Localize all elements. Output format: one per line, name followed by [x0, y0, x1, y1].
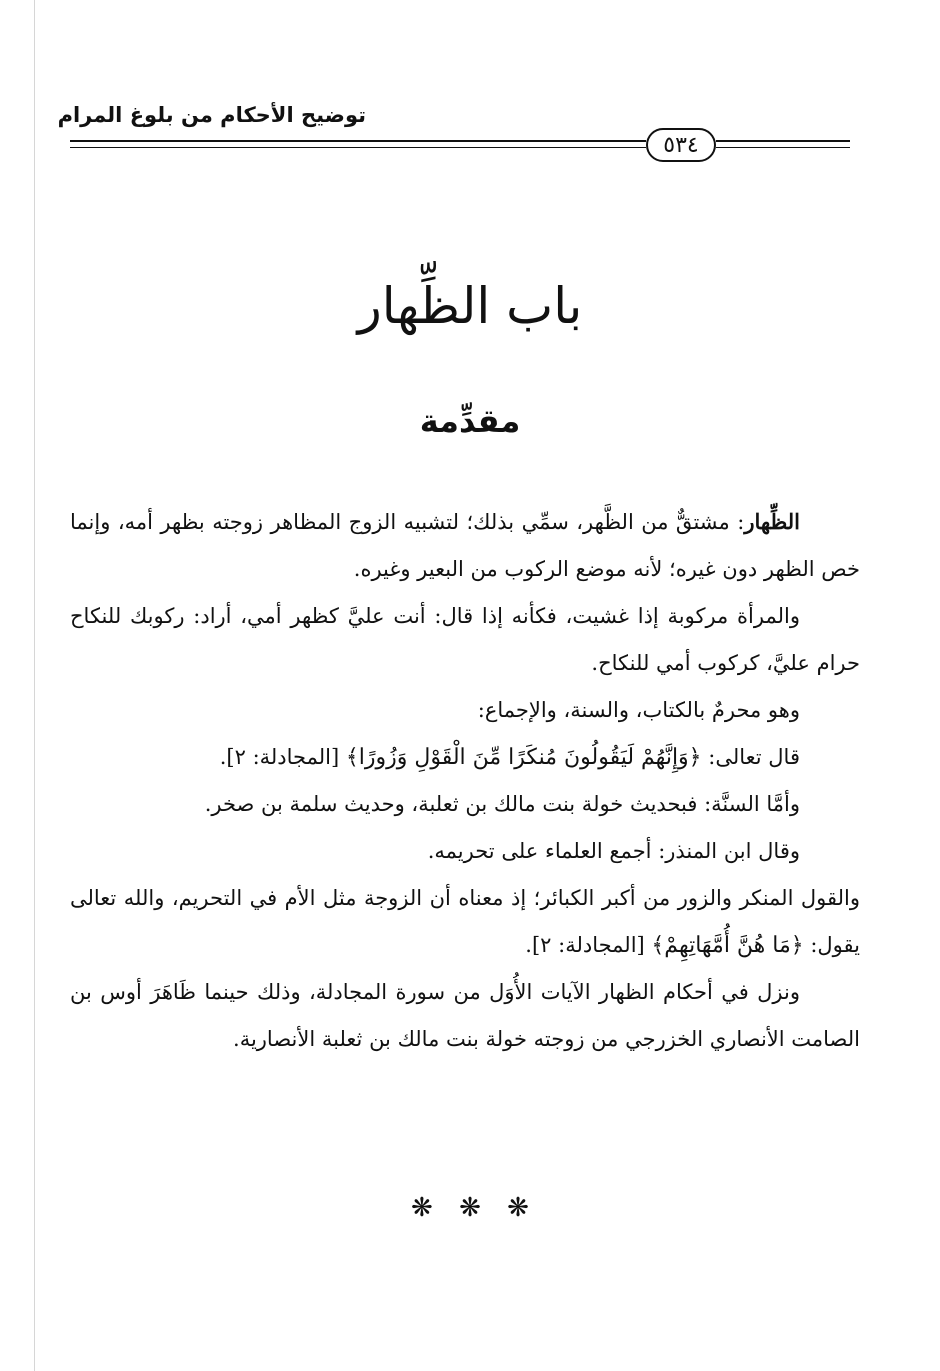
body-text: [70, 498, 860, 1063]
section-separator-stars: ❋ ❋ ❋: [411, 1193, 529, 1223]
paragraph-text: وأمَّا السنَّة: فبحديث خولة بنت مالك بن ثعلبة، وحديث سلمة بن صخر.: [204, 792, 800, 816]
paragraph: [70, 687, 860, 734]
scan-edge-line: [34, 0, 35, 1371]
running-header-title: توضيح الأحكام من بلوغ المرام: [57, 103, 366, 127]
verse-reference: [المجادلة: ٢].: [219, 745, 340, 769]
paragraph: [70, 498, 860, 593]
paragraph: [70, 593, 860, 687]
quran-verse: ﴿وَإِنَّهُمْ لَيَقُولُونَ مُنكَرًا مِّنَ الْقَوْلِ وَزُورًا﴾: [345, 745, 702, 770]
defined-term: الظِّهار: [744, 509, 800, 534]
verse-reference: [المجادلة: ٢].: [525, 933, 645, 957]
paragraph: [70, 828, 860, 875]
paragraph-text: : مشتقٌّ من الظَّهر، سمِّي بذلك؛ لتشبيه الزوج المظاهر زوجته بظهر أمه، وإنما خص الظهر دون غيره؛ لأنه موضع الركوب من البعير وغيره.: [70, 510, 860, 581]
paragraph: [70, 969, 860, 1063]
header-rule-right-thin: [716, 147, 850, 148]
chapter-title: باب الظِّهار: [357, 277, 583, 335]
paragraph: [70, 875, 860, 969]
section-title: مقدِّمة: [419, 402, 521, 440]
quran-verse: ﴿مَا هُنَّ أُمَّهَاتِهِمْ﴾: [651, 933, 804, 958]
paragraph-text: وهو محرمٌ بالكتاب، والسنة، والإجماع:: [477, 698, 800, 722]
paragraph: [70, 734, 860, 781]
header-rule-left: [70, 140, 646, 142]
paragraph-text: وقال ابن المنذر: أجمع العلماء على تحريمه.: [427, 839, 800, 863]
paragraph-text: ونزل في أحكام الظهار الآيات الأُوَل من سورة المجادلة، وذلك حينما ظَاهَرَ أوس بن الصامت الأنصاري الخزرجي من زوجته خولة بنت مالك بن ثعلبة الأنصارية.: [70, 980, 860, 1051]
paragraph: [70, 781, 860, 828]
header-rule-right: [716, 140, 850, 142]
header-rule-left-thin: [70, 147, 646, 148]
paragraph-text: والمرأة مركوبة إذا غشيت، فكأنه إذا قال: أنت عليَّ كظهر أمي، أراد: ركوبك للنكاح حرام عليَّ، كركوب أمي للنكاح.: [70, 604, 860, 675]
page-number: ٥٣٤: [646, 128, 716, 162]
quote-lead: والقول المنكر والزور من أكبر الكبائر؛ إذ معناه أن الزوجة مثل الأم في التحريم، والله تعالى يقول:: [70, 886, 860, 957]
quote-lead: قال تعالى:: [708, 745, 800, 769]
